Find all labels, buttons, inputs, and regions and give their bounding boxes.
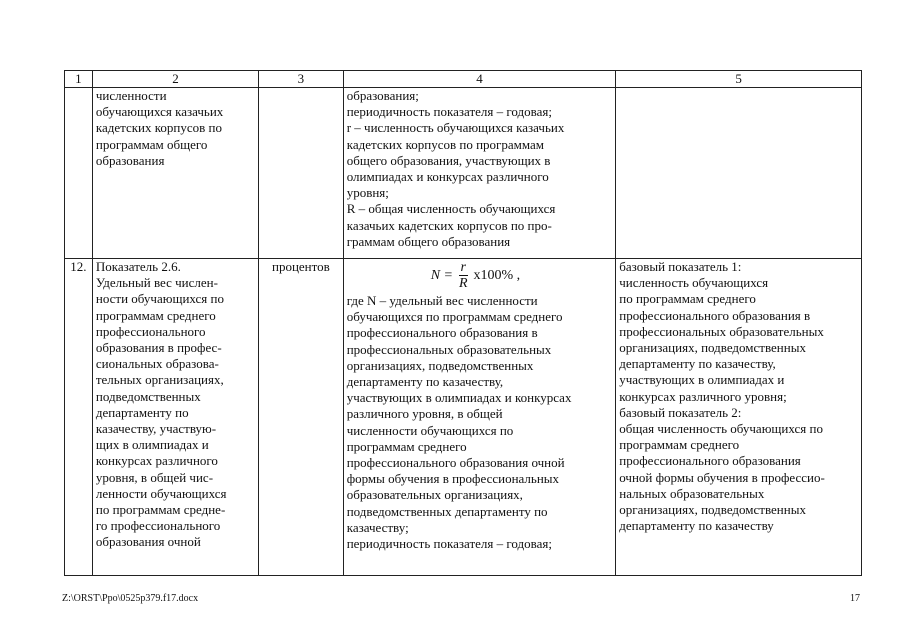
method-cell (343, 259, 616, 576)
text-line: организациях, подведомственных (619, 340, 806, 356)
text-line: Показатель 2.6. (95, 259, 181, 274)
text-line: периодичность показателя – годовая; (346, 536, 552, 552)
text-line: Удельный вес числен- (95, 275, 218, 291)
text-line: профессионального образования в (346, 325, 538, 341)
text-line: щих в олимпиадах и (95, 437, 209, 453)
text-line: образовательных организациях, (346, 487, 523, 503)
column-header-1: 1 (65, 71, 93, 88)
text-line: программам среднего (95, 307, 216, 323)
text-line: образования в профес- (95, 340, 222, 356)
table-row (65, 259, 862, 576)
text-line: образования очной (95, 534, 201, 550)
text-line: различного уровня, в общей (346, 406, 503, 422)
text-line: кадетских корпусов по программам (346, 136, 545, 152)
text-line: организациях, подведомственных (346, 357, 534, 373)
text-line: r – численность обучающихся казачьих (346, 120, 565, 136)
text-line: численности обучающихся по (346, 422, 514, 438)
text-line: ности обучающихся по (95, 291, 224, 307)
text-line: подведомственных (95, 388, 201, 404)
text-line: профессиональных образовательных (619, 323, 824, 339)
text-line: участвующих в олимпиадах и конкурсах (346, 390, 572, 406)
text-line: периодичность показателя – годовая; (346, 104, 552, 120)
text-line: обучающихся казачьих (95, 104, 224, 120)
text-line: конкурсах различного уровня; (619, 388, 787, 404)
row1-unit-cell (259, 88, 344, 259)
text-line: нальных образовательных (619, 485, 765, 501)
text-line: профессионального образования очной (346, 455, 565, 471)
column-header-2: 2 (92, 71, 258, 88)
text-line: по программам средне- (95, 502, 226, 518)
indicator-table (64, 70, 862, 576)
text-line: казачеству; (346, 519, 409, 535)
text-line: департаменту по казачеству, (346, 374, 504, 390)
text-line: участвующих в олимпиадах и (619, 372, 785, 388)
text-line: образования (95, 152, 165, 168)
row1-indicator-name-cell (92, 88, 258, 259)
text-line: формы обучения в профессиональных (346, 471, 560, 487)
text-line: уровня; (346, 185, 389, 201)
text-line: олимпиадах и конкурсах различного (346, 169, 549, 185)
page-number: 17 (850, 593, 860, 604)
text-line: где N – удельный вес численности (346, 293, 538, 308)
column-header-3: 3 (259, 71, 344, 88)
text-line: казачеству, участвую- (95, 421, 217, 437)
text-line: базовый показатель 2: (619, 404, 742, 420)
text-line: численность обучающихся (619, 275, 769, 291)
text-line: по программам среднего (619, 291, 756, 307)
text-line: уровня, в общей чис- (95, 469, 214, 485)
formula (347, 259, 613, 293)
text-line: казачьих кадетских корпусов по про- (346, 217, 552, 233)
text-line: подведомственных департаменту по (346, 503, 548, 519)
formula-numerator: r (460, 260, 466, 275)
text-line: граммам общего образования (346, 233, 511, 249)
text-line: образования; (346, 88, 419, 103)
text-line: программам среднего (346, 438, 467, 454)
column-header-5: 5 (616, 71, 862, 88)
unit-cell: процентов (259, 259, 344, 576)
indicator-name-cell (92, 259, 258, 576)
formula-lhs: N = (430, 267, 453, 283)
row1-method-cell (343, 88, 616, 259)
table-row (65, 88, 862, 259)
text-line: базовый показатель 1: (619, 259, 742, 274)
text-line: профессионального образования в (619, 307, 811, 323)
formula-rhs: x100% (473, 267, 514, 283)
text-line: департаменту по (95, 404, 189, 420)
text-line: го профессионального (95, 518, 221, 534)
source-data-cell (616, 259, 862, 576)
formula-denominator: R (458, 276, 468, 291)
text-line: R – общая численность обучающихся (346, 201, 556, 217)
text-line: профессионального (95, 323, 206, 339)
formula-fraction (459, 261, 468, 291)
text-line: общая численность обучающихся по (619, 421, 823, 437)
text-line: департаменту по казачеству (619, 518, 774, 534)
text-line: профессиональных образовательных (346, 341, 552, 357)
row1-source-cell (616, 88, 862, 259)
text-line: ленности обучающихся (95, 485, 227, 501)
row-number-cell: 12. (65, 259, 93, 576)
text-line: департаменту по казачеству, (619, 356, 776, 372)
text-line: обучающихся по программам среднего (346, 309, 563, 325)
header-row (65, 71, 862, 88)
text-line: программам общего (95, 136, 208, 152)
text-line: программам среднего (619, 437, 740, 453)
text-line: общего образования, участвующих в (346, 152, 551, 168)
text-line: численности (95, 88, 167, 103)
file-path-footer: Z:\ORST\Ppo\0525p379.f17.docx (62, 593, 199, 604)
text-line: организациях, подведомственных (619, 502, 806, 518)
text-line: тельных организациях, (95, 372, 224, 388)
text-line: профессионального образования (619, 453, 801, 469)
text-line: кадетских корпусов по (95, 120, 222, 136)
text-line: очной формы обучения в професcио- (619, 469, 825, 485)
text-line: конкурсах различного (95, 453, 218, 469)
formula-tail: , (516, 267, 521, 283)
text-line: сиональных образова- (95, 356, 219, 372)
row1-number-cell (65, 88, 93, 259)
column-header-4: 4 (343, 71, 616, 88)
